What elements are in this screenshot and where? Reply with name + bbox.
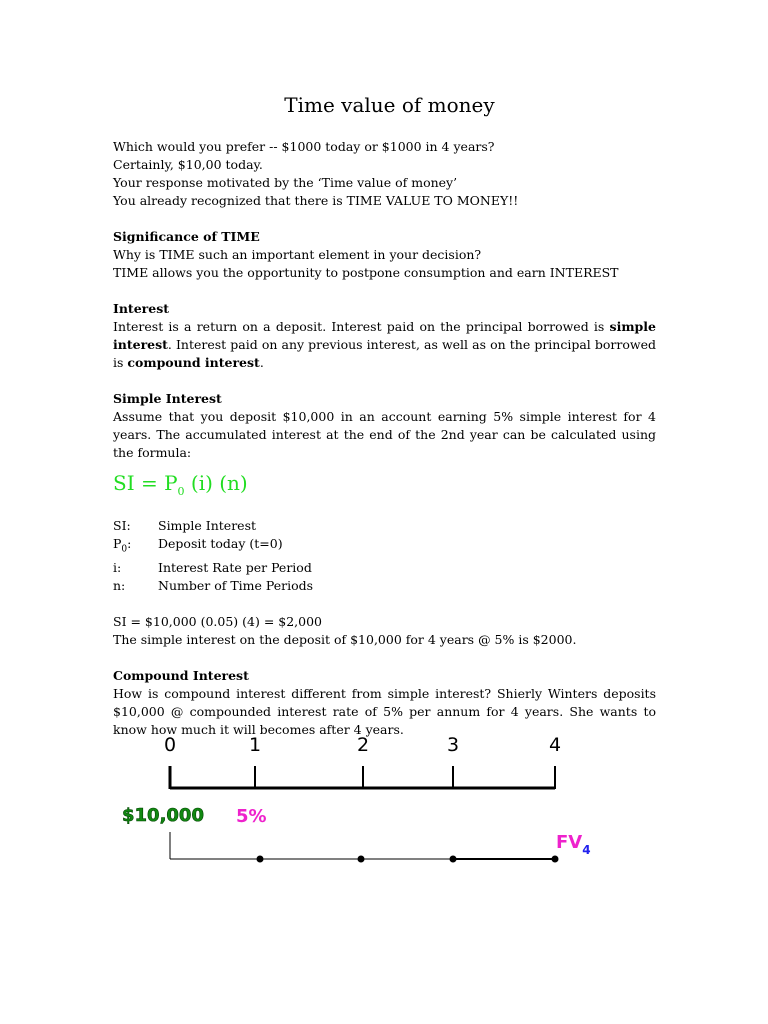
definition-row [113, 559, 373, 577]
definition-key: SI: [113, 518, 131, 533]
principal-label: $10,000 [122, 805, 204, 826]
simple-interest-formula [113, 470, 656, 505]
definition-row [113, 535, 373, 559]
formula-definitions [113, 517, 373, 595]
intro-line-1: Which would you prefer -- $1000 today or $1000 in 4 years? [113, 139, 495, 154]
tick-label-4: 4 [548, 734, 562, 756]
formula-part-a: SI = P [113, 471, 178, 495]
fv-label [556, 832, 591, 857]
definition-row [113, 517, 373, 535]
interest-text-1: Interest is a return on a deposit. Interest paid on the principal borrowed is [113, 319, 610, 334]
formula-part-b: (i) (n) [184, 471, 248, 495]
compound-point-4 [552, 856, 559, 863]
definition-value: Number of Time Periods [158, 577, 314, 593]
fv-text: FV [556, 832, 583, 853]
document-page [113, 92, 656, 739]
formula-subscript: 0 [177, 485, 185, 498]
fv-subscript: 4 [582, 843, 591, 857]
definition-value: Deposit today (t=0) [158, 536, 283, 551]
simple-interest-heading: Simple Interest [113, 391, 222, 406]
intro-line-2: Certainly, $10,00 today. [113, 157, 263, 172]
significance-heading: Significance of TIME [113, 229, 260, 244]
tick-label-2: 2 [356, 734, 370, 756]
compound-interest-heading: Compound Interest [113, 667, 249, 683]
definition-row [113, 577, 373, 595]
interest-heading: Interest [113, 301, 170, 316]
definition-key-after: : [127, 536, 132, 551]
definition-key-base: P [113, 536, 122, 551]
tick-label-1: 1 [248, 734, 262, 756]
simple-interest-result: The simple interest on the deposit of $10,000 for 4 years @ 5% is $2000. [113, 631, 577, 647]
tick-label-0: 0 [163, 734, 177, 756]
simple-interest-term: simple interest [113, 319, 656, 352]
compound-point-3 [450, 856, 457, 863]
simple-interest-paragraph: Assume that you deposit $10,000 in an account earning 5% simple interest for 4 years. The accumulated interest at the end of the 2nd year can be calculated using the formula: [113, 409, 656, 460]
definition-key-sub: 0 [121, 544, 128, 555]
page-title: Time value of money [284, 93, 495, 117]
definition-key: n: [113, 577, 126, 593]
definition-key [113, 535, 158, 559]
compound-point-2 [358, 856, 365, 863]
simple-interest-calculation: SI = $10,000 (0.05) (4) = $2,000 [113, 613, 323, 629]
interest-text-3: . [259, 355, 264, 370]
significance-line-1: Why is TIME such an important element in your decision? [113, 247, 482, 262]
significance-line-2: TIME allows you the opportunity to postpone consumption and earn INTEREST [113, 265, 619, 280]
definition-value: Interest Rate per Period [158, 559, 312, 575]
interest-text-2: . Interest paid on any previous interest, as well as on the principal borrowed is [113, 337, 656, 370]
definition-key: i: [113, 559, 122, 575]
interest-paragraph [113, 318, 656, 372]
definition-value: Simple Interest [158, 518, 257, 533]
compound-interest-paragraph: How is compound interest different from simple interest? Shierly Winters deposits $10,000 @ compounded interest rate of 5% per annum for 4 years. She wants to know how much it will becomes after 4 years. [113, 685, 656, 737]
intro-line-4: You already recognized that there is TIME VALUE TO MONEY!! [113, 193, 519, 208]
timeline-diagram [0, 726, 768, 876]
compound-interest-term: compound interest [127, 355, 260, 370]
tick-label-3: 3 [446, 734, 460, 756]
compound-point-1 [257, 856, 264, 863]
rate-label: 5% [236, 806, 267, 827]
intro-line-3: Your response motivated by the ‘Time value of money’ [113, 175, 458, 190]
